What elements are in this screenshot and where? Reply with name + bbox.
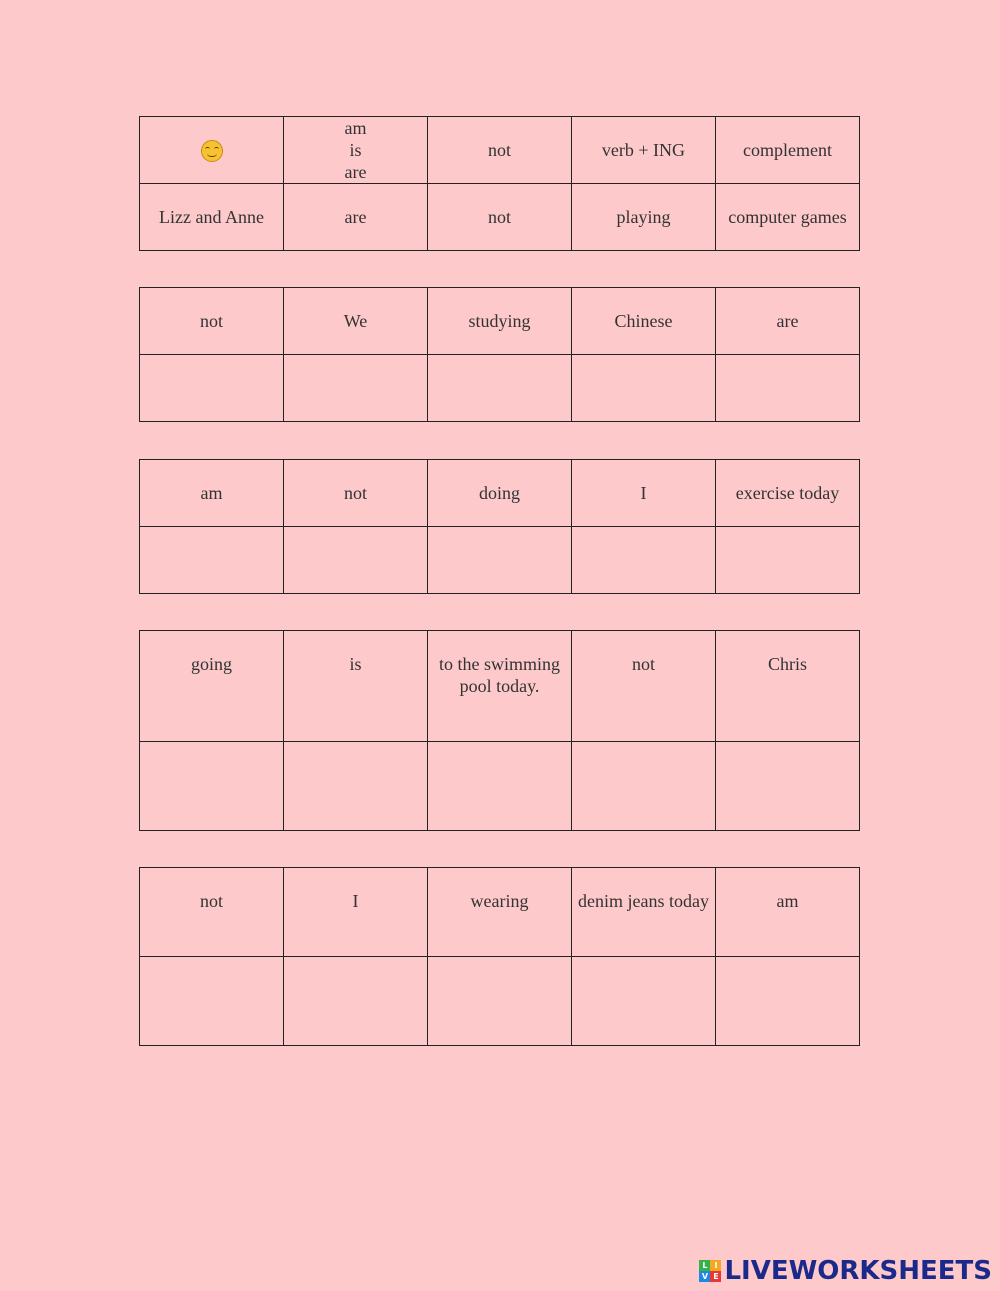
model-table — [139, 116, 860, 251]
example-cell: playing — [572, 184, 716, 251]
answer-drop-cell[interactable] — [572, 527, 716, 594]
word-cell[interactable]: am — [140, 460, 284, 527]
answer-drop-cell[interactable] — [716, 527, 860, 594]
answer-drop-cell[interactable] — [284, 957, 428, 1046]
liveworksheets-logo — [699, 1257, 992, 1285]
word-cell[interactable]: denim jeans today — [572, 868, 716, 957]
example-cell: computer games — [716, 184, 860, 251]
exercise-table-3 — [139, 630, 860, 831]
table-row — [140, 288, 860, 355]
complement-header-cell: complement — [716, 117, 860, 184]
word-cell[interactable]: not — [284, 460, 428, 527]
answer-drop-cell[interactable] — [284, 742, 428, 831]
answer-drop-cell[interactable] — [140, 957, 284, 1046]
subject-header-cell — [140, 117, 284, 184]
word-cell[interactable]: is — [284, 631, 428, 742]
not-header-cell: not — [428, 117, 572, 184]
word-cell[interactable]: am — [716, 868, 860, 957]
example-cell: are — [284, 184, 428, 251]
table-row — [140, 957, 860, 1046]
logo-mark-letter: I — [710, 1260, 721, 1271]
word-cell[interactable]: not — [140, 868, 284, 957]
answer-drop-cell[interactable] — [428, 742, 572, 831]
answer-drop-cell[interactable] — [140, 742, 284, 831]
answer-drop-cell[interactable] — [428, 355, 572, 422]
table-row — [140, 117, 860, 184]
answer-drop-cell[interactable] — [140, 527, 284, 594]
logo-mark-letter: E — [710, 1271, 721, 1282]
verb-ing-header-cell: verb + ING — [572, 117, 716, 184]
exercise-table-4 — [139, 867, 860, 1046]
word-cell[interactable]: to the swimming pool today. — [428, 631, 572, 742]
table-row — [140, 184, 860, 251]
table-row — [140, 742, 860, 831]
answer-drop-cell[interactable] — [140, 355, 284, 422]
table-row — [140, 460, 860, 527]
table-row — [140, 355, 860, 422]
answer-drop-cell[interactable] — [572, 742, 716, 831]
word-cell[interactable]: not — [140, 288, 284, 355]
word-cell[interactable]: not — [572, 631, 716, 742]
exercise-table-2 — [139, 459, 860, 594]
word-cell[interactable]: We — [284, 288, 428, 355]
answer-drop-cell[interactable] — [716, 957, 860, 1046]
example-cell: Lizz and Anne — [140, 184, 284, 251]
logo-text: LIVEWORKSHEETS — [724, 1256, 992, 1286]
table-row — [140, 868, 860, 957]
word-cell[interactable]: doing — [428, 460, 572, 527]
word-cell[interactable]: are — [716, 288, 860, 355]
word-cell[interactable]: I — [572, 460, 716, 527]
answer-drop-cell[interactable] — [572, 355, 716, 422]
word-cell[interactable]: Chinese — [572, 288, 716, 355]
logo-mark-letter: V — [699, 1271, 710, 1282]
answer-drop-cell[interactable] — [716, 742, 860, 831]
example-cell: not — [428, 184, 572, 251]
logo-mark-icon — [699, 1260, 721, 1282]
answer-drop-cell[interactable] — [572, 957, 716, 1046]
exercise-table-1 — [139, 287, 860, 422]
logo-mark-letter: L — [699, 1260, 710, 1271]
word-cell[interactable]: going — [140, 631, 284, 742]
word-cell[interactable]: I — [284, 868, 428, 957]
answer-drop-cell[interactable] — [428, 527, 572, 594]
word-cell[interactable]: exercise today — [716, 460, 860, 527]
answer-drop-cell[interactable] — [284, 527, 428, 594]
word-cell[interactable]: Chris — [716, 631, 860, 742]
answer-drop-cell[interactable] — [284, 355, 428, 422]
word-cell[interactable]: studying — [428, 288, 572, 355]
word-cell[interactable]: wearing — [428, 868, 572, 957]
verb-be-header-cell: am is are — [284, 117, 428, 184]
smiling-face-icon — [201, 140, 223, 162]
table-row — [140, 527, 860, 594]
answer-drop-cell[interactable] — [716, 355, 860, 422]
answer-drop-cell[interactable] — [428, 957, 572, 1046]
table-row — [140, 631, 860, 742]
